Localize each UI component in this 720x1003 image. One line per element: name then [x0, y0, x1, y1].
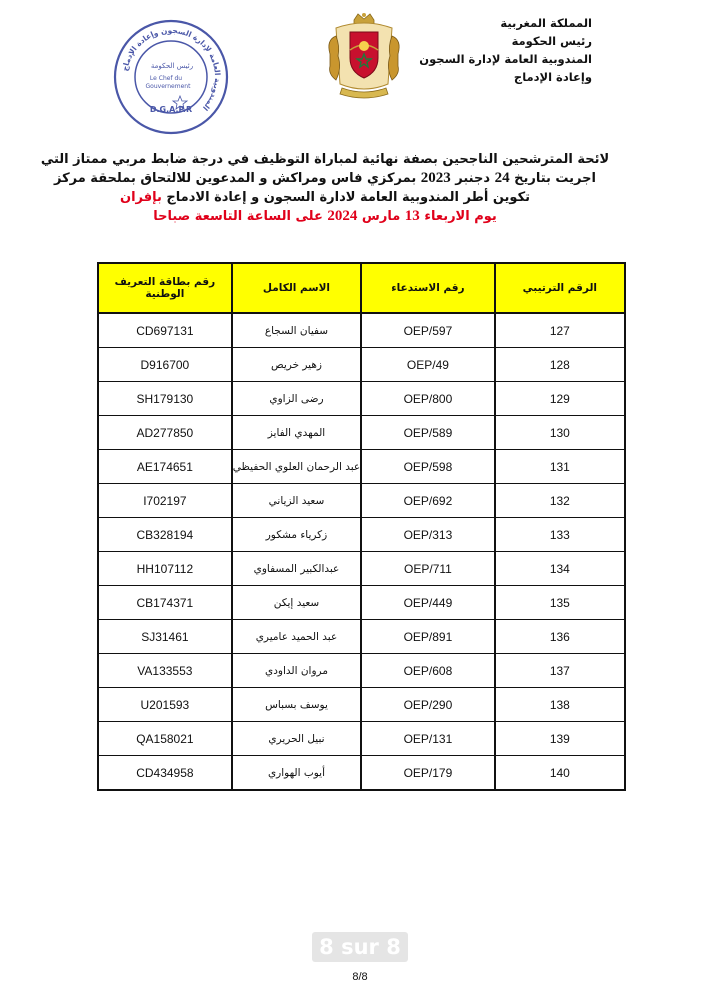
- convocation-day: 13: [404, 208, 420, 224]
- table-row: [98, 722, 625, 756]
- cell-rank: 135: [495, 586, 625, 620]
- header-name: الاسم الكامل: [232, 263, 361, 313]
- cell-name: سفيان السجاع: [232, 313, 361, 348]
- official-stamp: [112, 18, 230, 136]
- header-line-delegation: المندوبية العامة لإدارة السجون: [419, 52, 592, 66]
- table-body: [98, 313, 625, 790]
- cell-cin: VA133553: [98, 654, 232, 688]
- cell-rank: 129: [495, 382, 625, 416]
- cell-cin: AD277850: [98, 416, 232, 450]
- header-line-kingdom: المملكة المغربية: [500, 16, 592, 30]
- table-row: [98, 450, 625, 484]
- header-line-reintegration: وإعادة الإدماج: [513, 70, 592, 84]
- cell-rank: 134: [495, 552, 625, 586]
- svg-text:Gouvernement: Gouvernement: [145, 83, 191, 90]
- cell-rank: 127: [495, 313, 625, 348]
- title-line-3: تكوين أطر المندوبية العامة لادارة السجون و إعادة الادماج بإفران: [119, 190, 531, 205]
- svg-text:D.G.A.P.R: D.G.A.P.R: [149, 105, 193, 114]
- page-number: 8/8: [352, 971, 368, 983]
- cell-cin: U201593: [98, 688, 232, 722]
- cell-name: المهدي الفايز: [232, 416, 361, 450]
- cell-rank: 133: [495, 518, 625, 552]
- convocation-year: 2024: [327, 208, 358, 224]
- cell-summons: OEP/597: [361, 313, 494, 348]
- page-watermark: 8 sur 8: [312, 932, 408, 962]
- cell-rank: 139: [495, 722, 625, 756]
- cell-cin: CD434958: [98, 756, 232, 791]
- cell-summons: OEP/179: [361, 756, 494, 791]
- header-line-government: رئيس الحكومة: [511, 34, 592, 48]
- svg-text:المندوبية العامة لإدارة السجون: المندوبية العامة لإدارة السجون وإعادة الإدماج: [120, 25, 223, 113]
- table-row: [98, 518, 625, 552]
- cell-name: عبد الرحمان العلوي الحفيظي: [232, 450, 361, 484]
- cell-cin: CB328194: [98, 518, 232, 552]
- candidates-table: [97, 262, 626, 791]
- cell-summons: OEP/800: [361, 382, 494, 416]
- cell-summons: OEP/49: [361, 348, 494, 382]
- table-row: [98, 688, 625, 722]
- header-cin: رقم بطاقة التعريف الوطنية: [98, 263, 232, 313]
- title-year: 2023: [420, 170, 451, 186]
- cell-cin: AE174651: [98, 450, 232, 484]
- title-line-2: اجريت بتاريخ 24 دجنبر 2023 بمركزي فاس ومراكش و المدعوين للالتحاق بملحقة مركز: [54, 170, 596, 186]
- cell-cin: CB174371: [98, 586, 232, 620]
- cell-summons: OEP/290: [361, 688, 494, 722]
- svg-text:رئيس الحكومة: رئيس الحكومة: [150, 62, 194, 70]
- document-title: [40, 150, 610, 226]
- cell-cin: D916700: [98, 348, 232, 382]
- cell-name: زهير خريص: [232, 348, 361, 382]
- title-city: بإفران: [119, 190, 162, 205]
- cell-cin: SH179130: [98, 382, 232, 416]
- header-summons: رقم الاستدعاء: [361, 263, 494, 313]
- cell-name: زكرياء مشكور: [232, 518, 361, 552]
- institution-header: [362, 14, 592, 86]
- table-row: [98, 382, 625, 416]
- cell-name: عبدالكبير المسفاوي: [232, 552, 361, 586]
- cell-cin: I702197: [98, 484, 232, 518]
- cell-rank: 138: [495, 688, 625, 722]
- cell-rank: 140: [495, 756, 625, 791]
- table-header-row: [98, 263, 625, 313]
- cell-name: عبد الحميد عاميري: [232, 620, 361, 654]
- cell-summons: OEP/598: [361, 450, 494, 484]
- title-line-1: لائحة المترشحين الناجحين بصفة نهائية لمباراة التوظيف في درجة ضابط مربي ممتاز التي: [40, 152, 610, 167]
- cell-rank: 132: [495, 484, 625, 518]
- table-row: [98, 313, 625, 348]
- cell-rank: 136: [495, 620, 625, 654]
- cell-name: سعيد إيكن: [232, 586, 361, 620]
- cell-summons: OEP/589: [361, 416, 494, 450]
- cell-cin: HH107112: [98, 552, 232, 586]
- cell-name: سعيد الزياني: [232, 484, 361, 518]
- title-day: 24: [494, 170, 510, 186]
- header-rank: الرقم الترتيبي: [495, 263, 625, 313]
- cell-rank: 130: [495, 416, 625, 450]
- cell-name: نبيل الحريري: [232, 722, 361, 756]
- table-row: [98, 552, 625, 586]
- cell-summons: OEP/608: [361, 654, 494, 688]
- cell-summons: OEP/891: [361, 620, 494, 654]
- table-row: [98, 416, 625, 450]
- table-row: [98, 654, 625, 688]
- cell-cin: CD697131: [98, 313, 232, 348]
- svg-text:Le Chef du: Le Chef du: [149, 75, 183, 82]
- table-row: [98, 586, 625, 620]
- cell-name: يوسف بسباس: [232, 688, 361, 722]
- cell-summons: OEP/313: [361, 518, 494, 552]
- cell-summons: OEP/131: [361, 722, 494, 756]
- cell-cin: QA158021: [98, 722, 232, 756]
- cell-summons: OEP/449: [361, 586, 494, 620]
- cell-rank: 128: [495, 348, 625, 382]
- cell-rank: 131: [495, 450, 625, 484]
- cell-summons: OEP/692: [361, 484, 494, 518]
- table-row: [98, 620, 625, 654]
- title-line-date: يوم الاربعاء 13 مارس 2024 على الساعة التاسعة صباحا: [153, 208, 497, 224]
- table-row: [98, 348, 625, 382]
- cell-summons: OEP/711: [361, 552, 494, 586]
- cell-rank: 137: [495, 654, 625, 688]
- cell-name: رضى الزاوي: [232, 382, 361, 416]
- table-row: [98, 484, 625, 518]
- table-row: [98, 756, 625, 791]
- cell-name: مروان الداودي: [232, 654, 361, 688]
- cell-name: أيوب الهواري: [232, 756, 361, 791]
- cell-cin: SJ31461: [98, 620, 232, 654]
